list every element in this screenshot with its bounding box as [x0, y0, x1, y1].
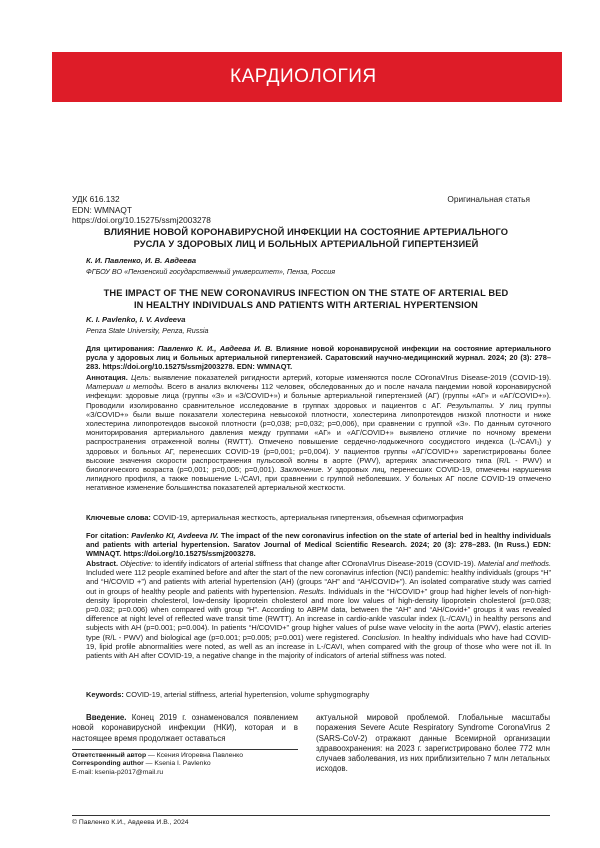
intro-label: Введение. — [86, 713, 127, 722]
abstract-ru-results: У лиц группы «З/COVID+» были выше показатели холестерина невысокой плотности, холестерина липопротеидов низкой плотности и ниже холестерина липопротеидов высокой плотности (p=0,038; p=0,032; p=0,006), при сравнении с группой «З». По данным суточного мониторирования артериального давления между группами «АГ» и «АГ/COVID+» выявлено отличие по ночному времени распространения отраженной волны (RWTT). Отмечено повышение сердечно-лодыжечного сосудистого индекса (L-/CAVI₁) у здоровых и больных АГ, перенесших COVID-19 (p=0,001; p=0,004). У пациентов группы «АГ/COVID+» зарегистрированы более высокие значения скорости распространения пульсовой волны в аорте (PWV), артериях эластического типа (R/L - PWV) и биологического возраста (p=0,001; p=0,005; p=0,001). — [86, 400, 551, 475]
abstract-ru-results-label: Результаты. — [446, 400, 495, 410]
intro-left-column — [72, 713, 298, 744]
abstract-en-methods-label: Material and methods. — [477, 559, 551, 568]
keywords-en-label: Keywords: — [86, 690, 124, 699]
abstract-ru-methods: Всего в анализ включены 112 человек, обследованных до и после начала пандемии новой коронавирусной инфекции: здоровые лица (группы «З» и «З/COVID+») и больные артериальной гипертензией (АГ) (группы «АГ» и «АГ/COVID+»). Проводили изолированно сравнительное исследование в группах здоровых и пациентов с АГ. — [86, 382, 552, 410]
corresponding-author — [72, 752, 243, 777]
abstract-en-methods: Included were 112 people examined before and after the start of the new coronavirus infection (NCI) pandemic: healthy individuals (groups “H” and “H/COVID +”) and patients with arterial hypertension (AH) (groups “AH” and “AH/COVID+”). An isolated comparative study was carried out in groups of healthy people and patients with hypertension. — [86, 568, 551, 596]
citation-en-text: The impact of the new coronavirus infection on the state of arterial bed in healthy individuals and patients with arterial hypertension. Saratov Journal of Medical Scientific Research. 2024; 20 (3): 278–283. (In Russ.) EDN: WMNAQT. https://doi.org/10.15275/ssmj2003278. — [86, 531, 552, 559]
abstract-en-conclusion-label: Conclusion. — [362, 632, 401, 642]
udc-code: УДК 616.132 — [72, 194, 120, 204]
title-en — [80, 287, 532, 311]
citation-ru-text: Влияние новой коронавирусной инфекции на состояние артериального русла у здоровых лиц и больных артериальной гипертензией. Саратовский научно-медицинский журнал. 2024; 20 (3): 278–283. https://doi.org/10.15275/ssmj2003278. EDN: WMNAQT. — [86, 344, 551, 372]
citation-ru — [86, 344, 551, 372]
section-banner — [52, 52, 562, 102]
intro-right-text: актуальной мировой проблемой. Глобальные масштабы поражения Severe Acute Respiratory Syndrome CoronaVirus 2 (SARS-CoV-2) отражают данные Всемирной организации здравоохранения: на 2023 г. зарегистрировано более 772 млн случаев заболевания, из них приблизительно 7 млн летальных исходов. — [316, 713, 550, 774]
article-meta — [72, 194, 211, 226]
abstract-ru-label: Аннотация. — [86, 373, 128, 382]
keywords-ru-label: Ключевые слова: — [86, 513, 151, 522]
article-type: Оригинальная статья — [447, 194, 530, 204]
keywords-en-list: COVID-19, arterial stiffness, arterial hypertension, volume sphygmography — [125, 690, 370, 699]
abstract-ru-conclusion: У здоровых лиц, перенесших COVID-19, отмечены нарушения липидного профиля, а также повышение L-/CAVI, при сравнении с группой неболевших. У больных АГ после COVID-19 отмечено негативное изменение большинства показателей артериальной жесткости. — [86, 465, 551, 493]
edn-code: EDN: WMNAQT — [72, 204, 132, 215]
title-ru-line-2: РУСЛА У ЗДОРОВЫХ ЛИЦ И БОЛЬНЫХ АРТЕРИАЛЬНОЙ ГИПЕРТЕНЗИЕЙ — [133, 239, 479, 249]
title-ru — [80, 226, 532, 250]
affiliation-en: Penza State University, Penza, Russia — [86, 326, 209, 335]
keywords-ru-list: COVID-19, артериальная жесткость, артериальная гипертензия, объемная сфигмография — [152, 513, 464, 522]
responsible-email[interactable]: E-mail: ksenia-p2017@mail.ru — [72, 768, 164, 776]
abstract-en-label: Abstract. — [86, 559, 119, 568]
citation-en-authors: Pavlenko KI, Avdeeva IV. — [131, 531, 219, 540]
footnote-divider — [72, 749, 298, 750]
section-title: КАРДИОЛОГИЯ — [230, 66, 377, 87]
responsible-ru-name: — Ксения Игоревна Павленко — [148, 752, 243, 759]
responsible-en-name: — Ksenia I. Pavlenko — [145, 760, 211, 768]
responsible-ru-label: Ответственный автор — [72, 752, 147, 759]
abstract-en-aim: to identify indicators of arterial stiffness that change after COronaVIrus Disease-2019 (COVID-19). — [155, 559, 476, 568]
abstract-ru-conclusion-label: Заключение. — [279, 465, 324, 475]
title-en-line-1: THE IMPACT OF THE NEW CORONAVIRUS INFECTION ON THE STATE OF ARTERIAL BED — [103, 288, 509, 298]
responsible-en — [72, 760, 243, 768]
citation-en-label: For citation: — [86, 531, 129, 540]
authors-en: K. I. Pavlenko, I. V. Avdeeva — [86, 315, 186, 324]
copyright: © Павленко К.И., Авдеева И.В., 2024 — [72, 819, 189, 826]
citation-en — [86, 531, 551, 559]
abstract-ru — [86, 373, 551, 493]
authors-ru: К. И. Павленко, И. В. Авдеева — [86, 256, 197, 265]
intro-right-column — [316, 713, 550, 775]
keywords-ru — [86, 513, 463, 522]
abstract-en-conclusion: In healthy individuals who have had COVID-19, lipid profile abnormalities were noted, as well as an increase in L-/CAVI, when compared with the group of those who were not ill. In patients with AH after COVID-19, a negative change in the majority of indicators of arterial stiffness was noted. — [86, 632, 552, 661]
doi-link[interactable]: https://doi.org/10.15275/ssmj2003278 — [72, 215, 211, 225]
copyright-divider — [72, 815, 550, 816]
abstract-en — [86, 559, 551, 660]
citation-ru-label: Для цитирования: — [86, 344, 155, 353]
keywords-en — [86, 690, 369, 699]
title-ru-line-1: ВЛИЯНИЕ НОВОЙ КОРОНАВИРУСНОЙ ИНФЕКЦИИ НА СОСТОЯНИЕ АРТЕРИАЛЬНОГО — [103, 227, 509, 237]
responsible-en-label: Corresponding author — [72, 760, 144, 768]
abstract-ru-aim: выявление показателей ригидности артерий, которые изменяются после COronaVIrus Disease-2019 (COVID-19). — [153, 373, 551, 382]
abstract-en-results: Individuals in the “H/COVID+” group had higher levels of non-high-density lipoprotein cholesterol, low-density lipoprotein cholesterol and more low values of high-density lipoprotein cholesterol (p=0.038; p=0.032; p=0.006) when compared with group “H”. According to ABPM data, between the “AH” and “AH/Covid+” groups it was revealed difference at night level of reflected wave transit time (RWTT). An increase in cardio-ankle vascular index (L-/CAVI₁) in healthy persons and subjects with AH (p=0.001; p=0.004). In patients “H/COVID+” group higher values of pulse wave velocity in the aorta (PWV), elastic arteries type (R/L - PWV) and biological age (p=0.001; p=0.005; p=0.001) were registered. — [86, 586, 551, 642]
citation-ru-authors: Павленко К. И., Авдеева И. В. — [157, 344, 273, 353]
abstract-en-aim-label: Objective: — [120, 559, 153, 568]
abstract-ru-aim-label: Цель: — [131, 373, 151, 382]
abstract-en-results-label: Results. — [298, 586, 326, 596]
affiliation-ru: ФГБОУ ВО «Пензенский государственный университет», Пенза, Россия — [86, 267, 336, 276]
abstract-ru-methods-label: Материал и методы. — [86, 382, 165, 392]
intro-left-text: Конец 2019 г. ознаменовался появлением новой коронавирусной инфекции (НКИ), которая и в настоящее время продолжает оставаться — [72, 713, 298, 743]
title-en-line-2: IN HEALTHY INDIVIDUALS AND PATIENTS WITH ARTERIAL HYPERTENSION — [134, 300, 478, 310]
responsible-ru — [72, 752, 243, 760]
